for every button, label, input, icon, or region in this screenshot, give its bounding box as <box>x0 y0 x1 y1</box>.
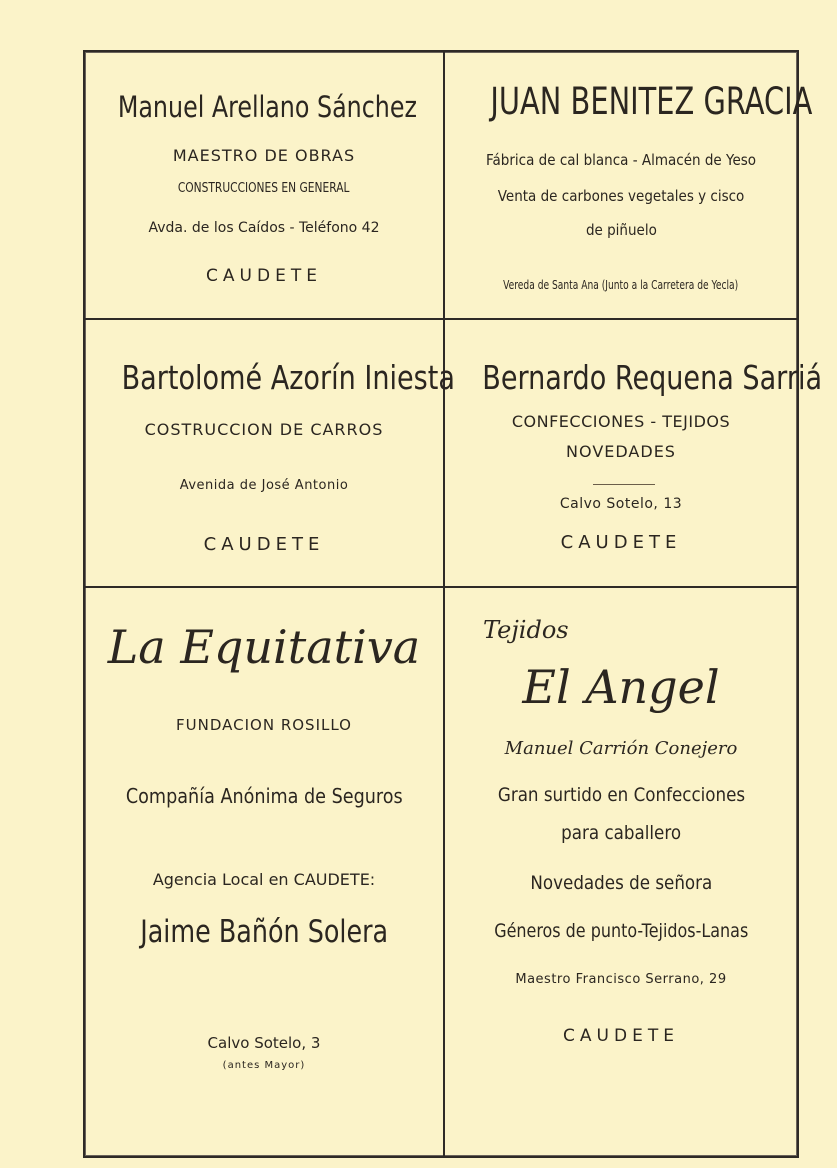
ad-angel-line3: Novedades de señora <box>530 872 712 894</box>
ad-benitez-address: Vereda de Santa Ana (Junto a la Carretera de Yecla) <box>503 278 739 292</box>
ad-benitez-line3: de piñuelo <box>585 221 657 239</box>
ad-requena-address: Calvo Sotelo, 13 <box>559 496 683 512</box>
ad-equitativa-note: (antes Mayor) <box>222 1060 306 1071</box>
ad-angel-line4: Géneros de punto-Tejidos-Lanas <box>493 920 749 942</box>
ad-benitez <box>445 52 813 318</box>
ad-angel-line1: Gran surtido en Confecciones <box>497 784 745 806</box>
ad-equitativa-line3: Agencia Local en CAUDETE: <box>152 870 376 889</box>
ad-el-angel <box>445 588 797 1156</box>
ad-requena <box>445 320 823 586</box>
ad-angel-owner: Manuel Carrión Conejero <box>504 738 738 759</box>
ad-azorin-line1: COSTRUCCION DE CARROS <box>144 420 384 439</box>
ad-equitativa-agent: Jaime Bañón Solera <box>140 914 388 950</box>
ad-arellano-line1: MAESTRO DE OBRAS <box>172 146 356 165</box>
ad-azorin <box>85 320 455 586</box>
ad-requena-separator <box>593 484 655 485</box>
ad-azorin-address: Avenida de José Antonio <box>179 478 349 493</box>
ad-angel-name: El Angel <box>522 660 720 714</box>
ad-equitativa-line1: FUNDACION ROSILLO <box>176 716 352 734</box>
ad-arellano-address: Avda. de los Caídos - Teléfono 42 <box>148 220 380 236</box>
ad-arellano-line2: CONSTRUCCIONES EN GENERAL <box>178 181 350 196</box>
ad-equitativa-name: La Equitativa <box>107 620 421 674</box>
ad-azorin-name: Bartolomé Azorín Iniesta <box>121 358 455 397</box>
ad-requena-name: Bernardo Requena Sarriá <box>482 358 823 397</box>
ad-angel-town: CAUDETE <box>563 1026 679 1046</box>
ad-requena-line2: NOVEDADES <box>566 442 676 461</box>
ad-equitativa-address: Calvo Sotelo, 3 <box>207 1034 321 1052</box>
ad-arellano-town: CAUDETE <box>206 266 322 286</box>
ad-angel-address: Maestro Francisco Serrano, 29 <box>515 972 727 987</box>
ad-equitativa <box>85 588 443 1156</box>
ad-arellano-name: Manuel Arellano Sánchez <box>117 90 417 124</box>
ad-benitez-line2: Venta de carbones vegetales y cisco <box>497 187 745 205</box>
ad-requena-line1: CONFECCIONES - TEJIDOS <box>511 412 731 431</box>
ad-angel-line2: para caballero <box>561 822 681 844</box>
ad-benitez-line1: Fábrica de cal blanca - Almacén de Yeso <box>485 151 757 169</box>
ad-azorin-town: CAUDETE <box>203 534 325 555</box>
ad-benitez-name: JUAN BENITEZ GRACIA <box>490 80 813 123</box>
ad-equitativa-line2: Compañía Anónima de Seguros <box>125 784 403 808</box>
ad-arellano <box>85 52 443 318</box>
ad-requena-town: CAUDETE <box>560 532 682 553</box>
ad-angel-top: Tejidos <box>483 616 569 644</box>
